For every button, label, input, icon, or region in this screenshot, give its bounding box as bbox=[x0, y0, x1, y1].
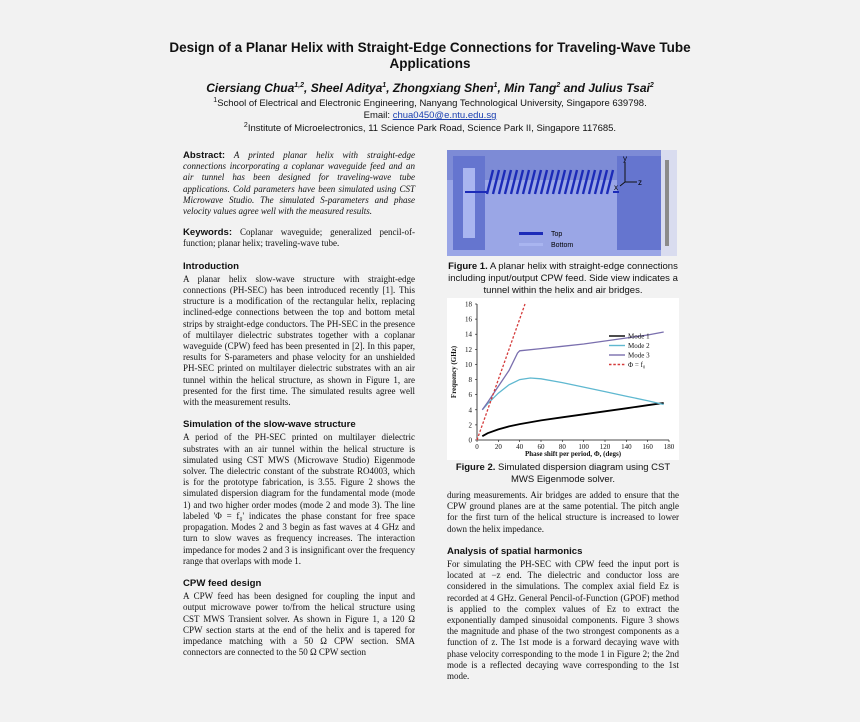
y-tick-label: 4 bbox=[468, 406, 472, 415]
section-body: For simulating the PH-SEC with CPW feed the input port is located at −z end. The dielectric and conductor loss are considered in the simulations. The complex axial field Ez is recorded at 4 GHz. General Pencil-of-Function (GPOF) method is applied to the complex values of Ez to extract the exponentially damped sinusoidal components. Figure 3 shows the magnitude and phase of the two strongest components as a function of z. The 1st mode is a forward decaying wave with phase velocity corresponding to the mode 1 in Figure 2; the 2nd mode is a reflected decaying wave corresponding to the 1st mode. bbox=[447, 559, 679, 682]
fig1-legend-top-label: Top bbox=[551, 231, 563, 238]
keywords bbox=[183, 227, 415, 249]
affiliation-1 bbox=[110, 95, 750, 122]
legend-label: Φ = f₀ bbox=[628, 361, 646, 369]
fig1-axis-z: z bbox=[638, 178, 642, 187]
affiliation-2 bbox=[110, 120, 750, 135]
y-tick-label: 6 bbox=[468, 391, 472, 400]
keywords-text: Coplanar waveguide; generalized pencil-of-function; planar helix; traveling-wave tube. bbox=[183, 227, 416, 249]
y-tick-label: 18 bbox=[465, 300, 472, 309]
paper-title: Design of a Planar Helix with Straight-Edge Connections for Traveling-Wave Tube Applications bbox=[169, 40, 691, 71]
affil-text: Institute of Microelectronics, 11 Science Park Road, Science Park II, Singapore 117685. bbox=[247, 123, 617, 135]
y-axis-label: Frequency (GHz) bbox=[450, 345, 458, 399]
author-sup: 2 bbox=[649, 82, 654, 89]
fig1-legend-bottom-label: Bottom bbox=[551, 242, 574, 249]
author-name: and Julius Tsai bbox=[563, 81, 650, 95]
section-body: during measurements. Air bridges are added to ensure that the CPW ground planes are at the same potential. The pitch angle for the first turn of the helical structure is increased to lower down the helix impedance. bbox=[447, 490, 679, 534]
left-column bbox=[183, 150, 415, 658]
legend-label: Mode 2 bbox=[628, 342, 650, 350]
fig1-axis-x: x bbox=[614, 183, 618, 192]
y-tick-label: 16 bbox=[465, 315, 472, 324]
y-tick-label: 2 bbox=[468, 421, 472, 430]
abstract-text: A printed planar helix with straight-edge connections incorporating a coplanar waveguide feed and an air tunnel has been designed for traveling-wave tube applications. Cold parameters have been simulated using CST Microwave Studio. The simulated S-parameters and phase velocity values agree well with the measured results. bbox=[183, 150, 415, 217]
author-sup: 1 bbox=[493, 82, 498, 89]
abstract bbox=[183, 150, 415, 217]
chart-background bbox=[447, 298, 679, 460]
figure-1-helix-diagram bbox=[447, 150, 677, 256]
keywords-label: Keywords: bbox=[183, 227, 233, 239]
section-body: A planar helix slow-wave structure with straight-edge connections (PH-SEC) has been introduced recently [1]. This structure is a modification of the rectangular helix, replacing inclined-edge connections between the top and bottom metal strips by straight-edge conductors. The PH-SEC in the presence of multilayer dielectric substrates together with a coplanar waveguide (CPW) feed has been presented in [2]. In this paper, results for S-parameters and phase velocity for an unshielded PH-SEC printed on multilayer dielectric substrates with an air tunnel within the helical structure, as shown in Figure 1, are presented for the first time. The simulated results agree well with the measurement results. bbox=[183, 273, 415, 408]
affil-text: School of Electrical and Electronic Engineering, Nanyang Technological University, Singapore 639798. bbox=[217, 98, 647, 110]
y-tick-label: 0 bbox=[468, 436, 472, 445]
caption-text: A planar helix with straight-edge connections including input/output CPW feed. Side view indicates a tunnel within the helix and air bridges. bbox=[448, 261, 678, 296]
email-label: Email: bbox=[363, 110, 391, 122]
x-tick-label: 80 bbox=[558, 443, 566, 451]
x-tick-label: 180 bbox=[663, 443, 675, 451]
affil-sup: 1 bbox=[213, 97, 218, 104]
caption-label: Figure 2. bbox=[455, 462, 496, 473]
y-tick-label: 14 bbox=[465, 330, 472, 339]
legend-label: Mode 3 bbox=[628, 351, 650, 360]
y-tick-label: 12 bbox=[465, 345, 472, 354]
x-tick-label: 60 bbox=[537, 443, 545, 451]
caption-label: Figure 1. bbox=[448, 261, 488, 272]
fig1-legend-bottom-swatch bbox=[519, 243, 543, 246]
author-list: Ciersiang Chua$^{1,2}$, Sheel Aditya$^1$, Zhongxiang Shen$^1$, Min Tang$^2$ and Julius Tsai$^2$ bbox=[206, 81, 654, 95]
fig1-legend-top-swatch bbox=[519, 232, 543, 235]
x-tick-label: 0 bbox=[475, 443, 479, 451]
author-name: Min Tang bbox=[504, 81, 557, 95]
x-tick-label: 120 bbox=[599, 443, 611, 451]
fig1-axis-y: y bbox=[623, 154, 627, 163]
section-body: A CPW feed has been designed for coupling the input and output microwave power to/from the helical structure using CST MWS Transient solver. As shown in Figure 1, a 120 Ω CPW section starts at the end of the helix and is tapered for impedance matching with a 50 Ω CPW section. SMA connectors are connected to the 50 Ω CPW section bbox=[183, 591, 415, 658]
author-name: Ciersiang Chua bbox=[206, 81, 295, 95]
section-heading: Simulation of the slow-wave structure bbox=[183, 419, 356, 431]
fig1-right-feed bbox=[617, 156, 661, 250]
y-tick-label: 8 bbox=[468, 376, 472, 385]
x-tick-label: 40 bbox=[516, 443, 524, 451]
section-body: A period of the PH-SEC printed on multilayer dielectric substrates with an air tunnel within the helical structure is simulated using CST MWS (Microwave Studio) Eigenmode solver. The dielectric constant of the substrate RO4003, which is for the prototype fabrication, is 3.55. Figure 2 shows the simulated dispersion diagram for the fundamental mode (mode 1) and two higher order modes (mode 2 and mode 3). The line labeled 'Φ = f₀' indicates the phase constant for free space propagation. Modes 2 and 3 begin as fast waves at 4 GHz and turn to slow waves as frequency increases. The interaction impedance for modes 2 and 3 is insignificant over the frequency range that overlaps with mode 1. bbox=[183, 432, 415, 566]
figure-2-dispersion-chart bbox=[447, 298, 679, 460]
author-name: Sheel Aditya bbox=[310, 81, 383, 95]
figure-1-caption bbox=[447, 261, 679, 297]
fig1-side-strip bbox=[665, 160, 669, 246]
author-sup: 1 bbox=[382, 82, 387, 89]
section-heading: Introduction bbox=[183, 260, 239, 272]
x-tick-label: 140 bbox=[621, 443, 632, 451]
email-link[interactable]: chua0450@e.ntu.edu.sg bbox=[392, 110, 497, 122]
author-sup: 2 bbox=[556, 82, 561, 89]
x-tick-label: 160 bbox=[642, 443, 653, 451]
caption-text: Simulated dispersion diagram using CST MWS Eigenmode solver. bbox=[498, 462, 671, 485]
right-column bbox=[447, 490, 679, 682]
fig1-left-feed-inner bbox=[463, 168, 475, 238]
author-name: Zhongxiang Shen bbox=[392, 81, 494, 95]
author-sup: 1,2 bbox=[294, 82, 305, 89]
x-tick-label: 100 bbox=[578, 443, 589, 451]
y-tick-label: 10 bbox=[465, 360, 472, 369]
abstract-label: Abstract: bbox=[183, 150, 226, 161]
affil-sup: 2 bbox=[243, 122, 248, 129]
legend-label: Mode 1 bbox=[628, 332, 650, 341]
section-heading: CPW feed design bbox=[183, 577, 262, 589]
x-axis-label: Phase shift per period, Φ, (degs) bbox=[524, 450, 622, 458]
section-heading: Analysis of spatial harmonics bbox=[447, 545, 583, 557]
figure-2-caption bbox=[447, 462, 679, 486]
x-tick-label: 20 bbox=[494, 443, 502, 451]
